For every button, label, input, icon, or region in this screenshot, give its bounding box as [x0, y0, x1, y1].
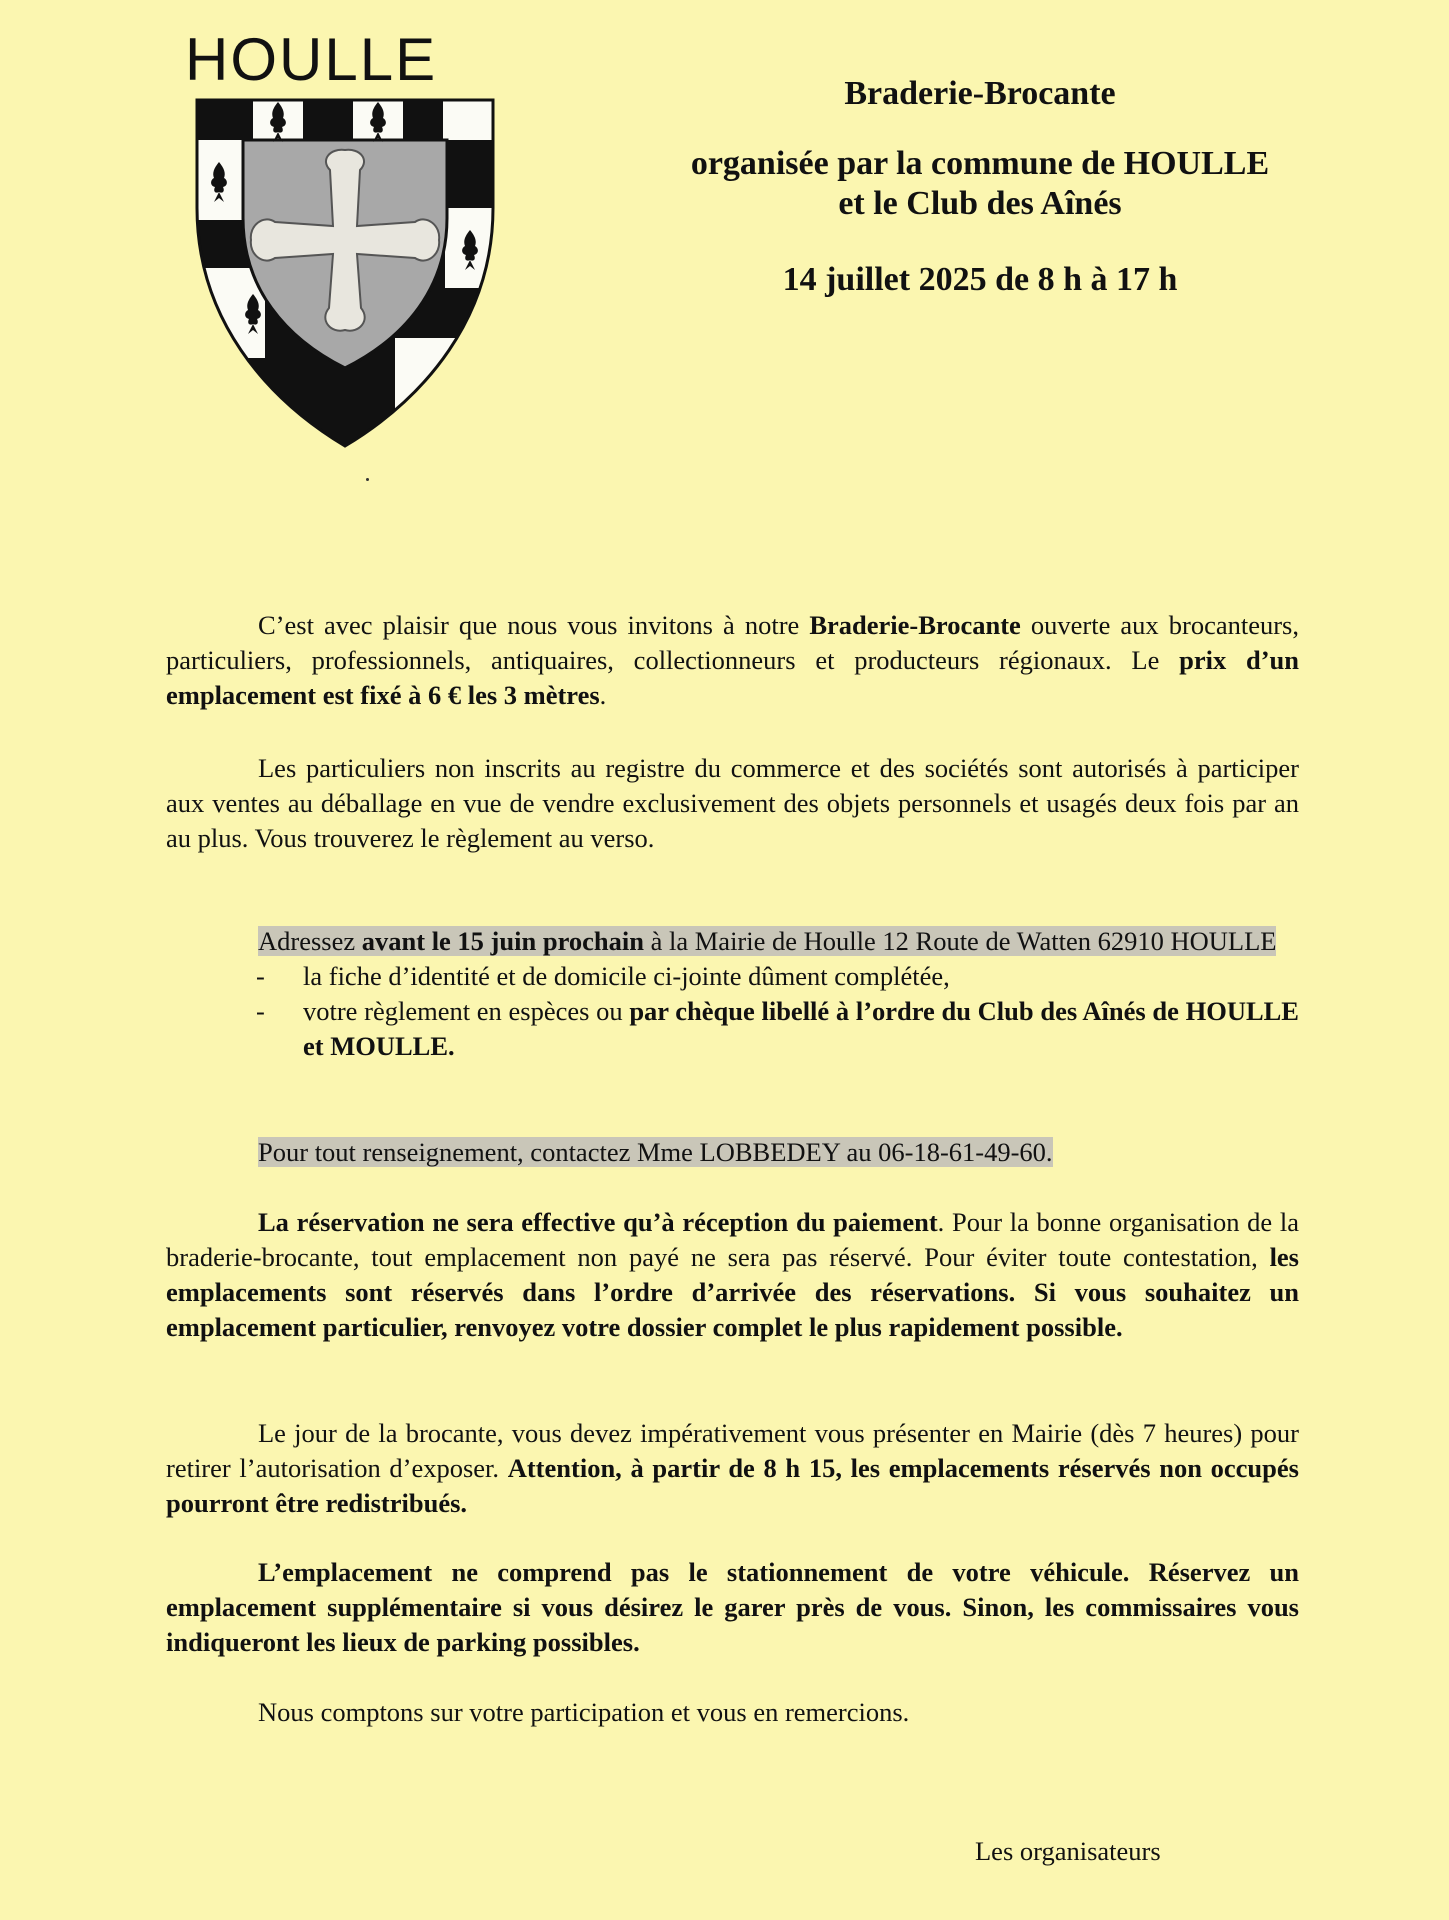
speck [366, 478, 369, 481]
list-item [166, 994, 1299, 1064]
reservation-bold-1: La réservation ne sera effective qu’à réception du paiement [258, 1207, 938, 1237]
closing-text: Nous comptons sur votre participation et vous en remercions. [258, 1697, 910, 1727]
address-text-2: à la Mairie de Houlle 12 Route de Watten 62910 HOULLE [643, 926, 1277, 956]
reservation-text-1: . Pour la bonne organisation de la braderie-brocante, tout emplacement non payé ne sera pas réservé. Pour éviter toute contestation, [166, 1207, 1299, 1272]
address-block [166, 924, 1299, 1064]
jour-paragraph [166, 1416, 1299, 1521]
intro-paragraph [166, 608, 1299, 713]
list-item [166, 959, 1299, 994]
contact-paragraph [166, 1135, 1299, 1170]
reservation-bold-2: les emplacements sont réservés dans l’ordre d’arrivée des réservations. Si vous souhaitez un emplacement particulier, renvoyez votre dossier complet le plus rapidement possible. [166, 1242, 1299, 1342]
intro-bold-1: Braderie-Brocante [809, 610, 1021, 640]
signature: Les organisateurs [975, 1836, 1161, 1866]
address-text-1: Adressez [258, 926, 362, 956]
parking-text: L’emplacement ne comprend pas le stationnement de votre véhicule. Réservez un emplacement supplémentaire si vous désirez le garer près de vous. Sinon, les commissaires vous indiqueront les lieux de parking possibles. [166, 1557, 1299, 1657]
address-deadline: avant le 15 juin prochain [361, 926, 644, 956]
coat-of-arms-icon [195, 98, 495, 448]
logo-town-name: HOULLE [185, 26, 438, 93]
event-title: Braderie-Brocante [844, 75, 1116, 112]
list-item-bold: par chèque libellé à l’ordre du Club des Aînés de HOULLE et MOULLE. [303, 996, 1299, 1061]
intro-text-1: C’est avec plaisir que nous vous invitons à notre [258, 610, 810, 640]
particuliers-text: Les particuliers non inscrits au registre du commerce et des sociétés sont autorisés à participer aux ventes au déballage en vue de vendre exclusivement des objets personnels et usagés deux fois par an au plus. Vous trouverez le règlement au verso. [166, 753, 1299, 853]
intro-price: prix d’un emplacement est fixé à 6 € les 3 mètres [166, 645, 1299, 710]
organizer-line-1: organisée par la commune de HOULLE [690, 145, 1270, 182]
particuliers-paragraph [166, 751, 1299, 856]
list-item-text: la fiche d’identité et de domicile ci-jointe dûment complétée, [303, 961, 950, 991]
list-item-text: votre règlement en espèces ou [303, 996, 630, 1026]
dash-bullet: - [256, 996, 265, 1026]
dash-bullet: - [256, 961, 265, 991]
intro-text-2: ouverte aux brocanteurs, particuliers, professionnels, antiquaires, collectionneurs et producteurs régionaux. Le [166, 610, 1299, 675]
required-documents-list [166, 959, 1299, 1064]
closing-paragraph [166, 1695, 1299, 1730]
reservation-paragraph [166, 1205, 1299, 1345]
jour-warning: Attention, à partir de 8 h 15, les emplacements réservés non occupés pourront être redistribués. [166, 1453, 1299, 1518]
parking-paragraph [166, 1555, 1299, 1660]
event-header [600, 74, 1360, 300]
organizer-line-2: et le Club des Aînés [838, 185, 1122, 222]
event-date: 14 juillet 2025 de 8 h à 17 h [782, 261, 1178, 298]
intro-text-3: . [599, 680, 607, 710]
jour-text: Le jour de la brocante, vous devez impérativement vous présenter en Mairie (dès 7 heures) pour retirer l’autorisation d’exposer. [166, 1418, 1299, 1483]
contact-text: Pour tout renseignement, contactez Mme LOBBEDEY au 06-18-61-49-60. [258, 1137, 1053, 1167]
